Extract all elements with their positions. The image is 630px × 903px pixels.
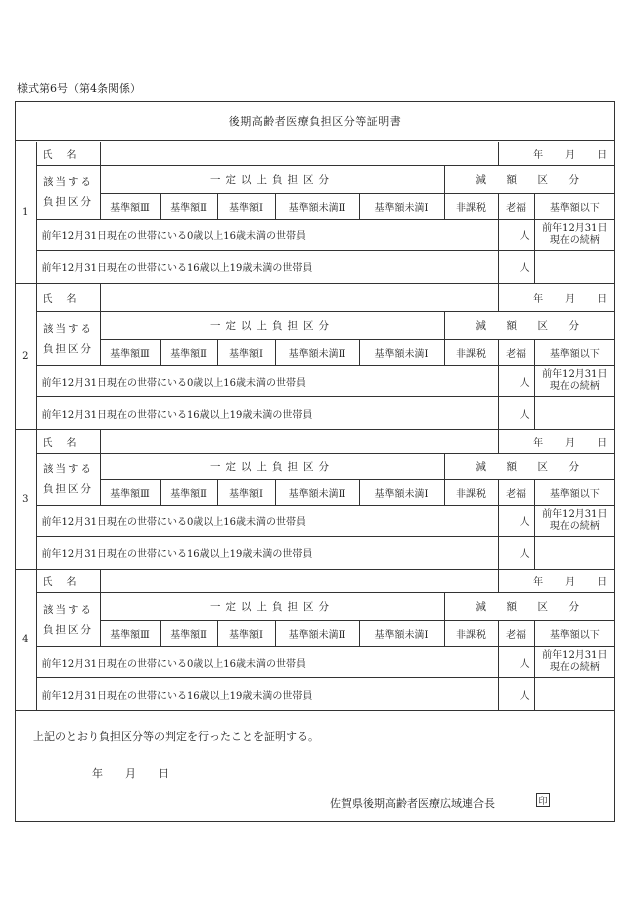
relation-label: [534, 647, 615, 678]
relation-label: [534, 219, 615, 250]
sub-category-8[interactable]: 基準額以下: [534, 340, 615, 366]
name-field[interactable]: [100, 430, 498, 453]
record-block: [15, 570, 615, 712]
unit-person[interactable]: 人: [498, 647, 534, 678]
date-field[interactable]: [498, 142, 615, 165]
date-field[interactable]: [498, 284, 615, 312]
group-above-threshold: 一定以上負担区分: [100, 165, 444, 193]
sub-category-6[interactable]: 非課税: [444, 193, 498, 219]
category-label-line2: 負担区分: [43, 483, 93, 495]
relation-field[interactable]: [534, 678, 615, 711]
row-16to19: 前年12月31日現在の世帯にいる16歳以上19歳未満の世帯員: [36, 536, 498, 569]
date-year: 年: [533, 577, 544, 589]
record-number: 2: [15, 284, 36, 430]
row-under16: 前年12月31日現在の世帯にいる0歳以上16歳未満の世帯員: [36, 505, 498, 536]
sub-category-1[interactable]: 基準額Ⅲ: [100, 193, 160, 219]
sub-category-8[interactable]: 基準額以下: [534, 479, 615, 505]
date-field[interactable]: [498, 430, 615, 453]
group-above-threshold: 一定以上負担区分: [100, 453, 444, 479]
name-label: 氏 名: [36, 284, 100, 312]
relation-label-line2: 現在の続柄: [549, 520, 600, 532]
sub-category-6[interactable]: 非課税: [444, 621, 498, 647]
relation-label: [534, 505, 615, 536]
date-year: 年: [533, 293, 544, 305]
row-under16: 前年12月31日現在の世帯にいる0歳以上16歳未満の世帯員: [36, 219, 498, 250]
record-block: [15, 142, 615, 284]
sub-category-2[interactable]: 基準額Ⅱ: [160, 479, 217, 505]
sub-category-1[interactable]: 基準額Ⅲ: [100, 479, 160, 505]
cert-date-day: 日: [158, 767, 169, 780]
unit-person[interactable]: 人: [498, 366, 534, 397]
unit-person[interactable]: 人: [498, 397, 534, 430]
category-label: [36, 165, 100, 219]
category-label-line2: 負担区分: [43, 196, 93, 208]
group-reduced: 減 額 区 分: [444, 165, 615, 193]
group-above-threshold: 一定以上負担区分: [100, 593, 444, 621]
row-under16: 前年12月31日現在の世帯にいる0歳以上16歳未満の世帯員: [36, 366, 498, 397]
cert-date-month: 月: [125, 767, 136, 780]
sub-category-8[interactable]: 基準額以下: [534, 193, 615, 219]
sub-category-3[interactable]: 基準額Ⅰ: [217, 193, 275, 219]
sub-category-1[interactable]: 基準額Ⅲ: [100, 621, 160, 647]
relation-label-line1: 前年12月31日: [542, 508, 608, 520]
record-block: [15, 284, 615, 431]
category-label-line1: 該当する: [43, 322, 93, 335]
name-field[interactable]: [100, 570, 498, 593]
date-year: 年: [533, 437, 544, 449]
category-label-line1: 該当する: [43, 463, 93, 475]
sub-category-2[interactable]: 基準額Ⅱ: [160, 621, 217, 647]
records-container: [15, 142, 615, 711]
sub-category-4[interactable]: 基準額未満Ⅱ: [275, 621, 359, 647]
sub-category-4[interactable]: 基準額未満Ⅱ: [275, 193, 359, 219]
group-reduced: 減 額 区 分: [444, 453, 615, 479]
cert-date-year: 年: [92, 767, 103, 780]
record-block: [15, 430, 615, 570]
date-month: 月: [565, 437, 576, 449]
sub-category-7[interactable]: 老福: [498, 479, 534, 505]
row-16to19: 前年12月31日現在の世帯にいる16歳以上19歳未満の世帯員: [36, 250, 498, 283]
date-day: 日: [597, 437, 608, 449]
unit-person[interactable]: 人: [498, 678, 534, 711]
group-reduced: 減 額 区 分: [444, 312, 615, 340]
sub-category-5[interactable]: 基準額未満Ⅰ: [359, 340, 444, 366]
row-16to19: 前年12月31日現在の世帯にいる16歳以上19歳未満の世帯員: [36, 678, 498, 711]
date-month: 月: [565, 577, 576, 589]
date-year: 年: [533, 149, 544, 161]
date-month: 月: [565, 149, 576, 161]
sub-category-6[interactable]: 非課税: [444, 479, 498, 505]
sub-category-3[interactable]: 基準額Ⅰ: [217, 340, 275, 366]
category-label: [36, 312, 100, 366]
row-under16: 前年12月31日現在の世帯にいる0歳以上16歳未満の世帯員: [36, 647, 498, 678]
seal-mark: 印: [536, 793, 550, 807]
record-number: 1: [15, 142, 36, 283]
certification-text: 上記のとおり負担区分等の判定を行ったことを証明する。: [33, 730, 319, 743]
sub-category-2[interactable]: 基準額Ⅱ: [160, 340, 217, 366]
relation-label-line1: 前年12月31日: [542, 222, 608, 234]
category-label: [36, 453, 100, 505]
sub-category-8[interactable]: 基準額以下: [534, 621, 615, 647]
unit-person[interactable]: 人: [498, 250, 534, 283]
sub-category-3[interactable]: 基準額Ⅰ: [217, 621, 275, 647]
relation-label-line2: 現在の続柄: [549, 662, 600, 673]
relation-field[interactable]: [534, 250, 615, 283]
sub-category-5[interactable]: 基準額未満Ⅰ: [359, 621, 444, 647]
category-label-line1: 該当する: [43, 176, 93, 188]
name-field[interactable]: [100, 142, 498, 165]
certificate-title: 後期高齢者医療負担区分等証明書: [15, 101, 615, 141]
form-number: 様式第6号（第4条関係）: [17, 82, 141, 95]
sub-category-7[interactable]: 老福: [498, 621, 534, 647]
relation-field[interactable]: [534, 397, 615, 430]
sub-category-5[interactable]: 基準額未満Ⅰ: [359, 479, 444, 505]
unit-person[interactable]: 人: [498, 536, 534, 569]
issuer-name: 佐賀県後期高齢者医療広域連合長: [330, 797, 495, 810]
row-16to19: 前年12月31日現在の世帯にいる16歳以上19歳未満の世帯員: [36, 397, 498, 430]
name-label: 氏 名: [36, 142, 100, 165]
sub-category-7[interactable]: 老福: [498, 193, 534, 219]
group-above-threshold: 一定以上負担区分: [100, 312, 444, 340]
name-field[interactable]: [100, 284, 498, 312]
category-label-line1: 該当する: [43, 603, 93, 616]
sub-category-7[interactable]: 老福: [498, 340, 534, 366]
group-reduced: 減 額 区 分: [444, 593, 615, 621]
name-label: 氏 名: [36, 570, 100, 593]
sub-category-5[interactable]: 基準額未満Ⅰ: [359, 193, 444, 219]
name-label: 氏 名: [36, 430, 100, 453]
relation-label-line2: 現在の続柄: [549, 234, 600, 246]
date-month: 月: [565, 293, 576, 305]
sub-category-6[interactable]: 非課税: [444, 340, 498, 366]
record-number: 4: [15, 570, 36, 711]
sub-category-4[interactable]: 基準額未満Ⅱ: [275, 340, 359, 366]
category-label-line2: 負担区分: [43, 342, 93, 355]
relation-label-line2: 現在の続柄: [549, 381, 600, 392]
sub-category-1[interactable]: 基準額Ⅲ: [100, 340, 160, 366]
category-label: [36, 593, 100, 647]
sub-category-3[interactable]: 基準額Ⅰ: [217, 479, 275, 505]
certification-date[interactable]: [92, 765, 191, 781]
unit-person[interactable]: 人: [498, 505, 534, 536]
date-day: 日: [597, 293, 608, 305]
category-label-line2: 負担区分: [43, 623, 93, 636]
relation-label-line1: 前年12月31日: [542, 369, 608, 380]
record-number: 3: [15, 430, 36, 569]
date-day: 日: [597, 577, 608, 589]
date-field[interactable]: [498, 570, 615, 593]
date-day: 日: [597, 149, 608, 161]
unit-person[interactable]: 人: [498, 219, 534, 250]
sub-category-2[interactable]: 基準額Ⅱ: [160, 193, 217, 219]
relation-field[interactable]: [534, 536, 615, 569]
sub-category-4[interactable]: 基準額未満Ⅱ: [275, 479, 359, 505]
relation-label-line1: 前年12月31日: [542, 650, 608, 661]
relation-label: [534, 366, 615, 397]
